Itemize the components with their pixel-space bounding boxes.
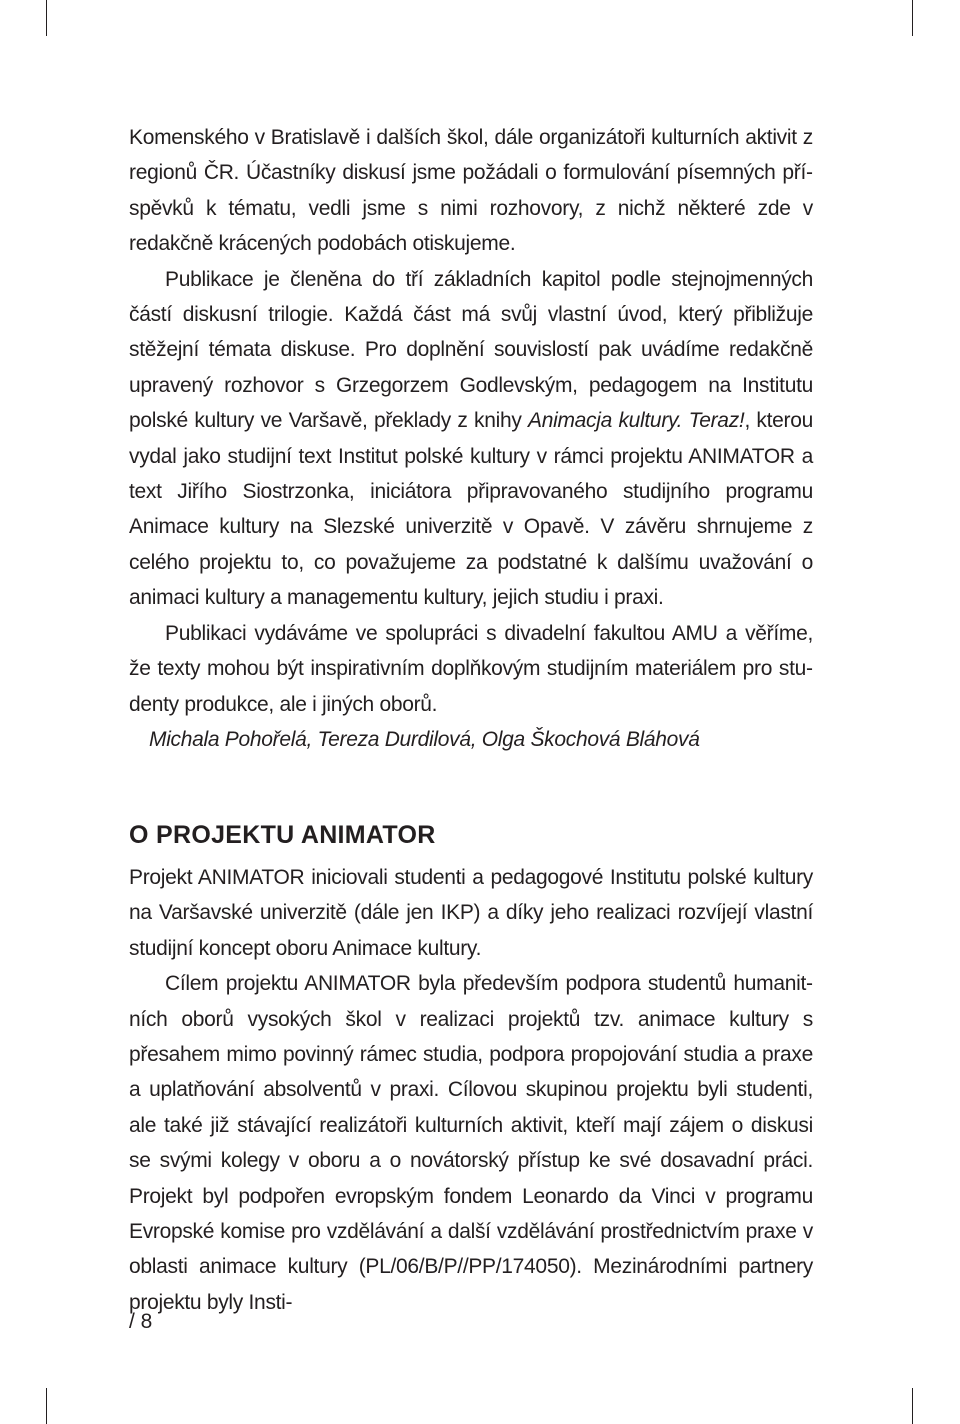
body-text-section-1: [129, 120, 813, 757]
paragraph: Komenského v Bratislavě i dalších škol, dále organizátoři kulturních aktivit z regionů ČR. Účastníky diskusí jsme požádali o formulování písemných příspěvků k tématu, vedli jsme s nimi rozhovory, z nichž některé zde v redakčně krácených podobách otiskujeme.: [129, 126, 813, 256]
paragraph: Projekt ANIMATOR iniciovali studenti a pedagogové Institutu polské kultury na Varšavské univerzitě (dále jen IKP) a díky jeho realizaci rozvíjejí vlastní studijní koncept oboru Animace kultury.: [129, 866, 813, 960]
signature: Michala Pohořelá, Tereza Durdilová, Olga Škochová Bláhová: [149, 727, 700, 751]
crop-mark-top-right: [912, 0, 913, 36]
book-title: Animacja kultury. Teraz!: [528, 409, 745, 433]
paragraph: [129, 262, 813, 616]
crop-mark-bottom-left: [46, 1388, 47, 1424]
paragraph-text: Publikace je členěna do tří základních kapitol podle stejnojmenných částí diskusní trilogie. Každá část má svůj vlastní úvod, který přibližuje stěžejní témata diskuse. Pro doplnění souvislostí pak uvádíme redakčně upravený rozhovor s Grzegorzem Godlevským, pedagogem na Institutu polské kultury ve Varšavě, překlady z knihy: [129, 267, 813, 433]
section-heading: O PROJEKTU ANIMATOR: [129, 821, 436, 849]
page-number: / 8: [129, 1310, 153, 1333]
crop-mark-top-left: [46, 0, 47, 36]
paragraph: Cílem projektu ANIMATOR byla především podpora studentů humanitních oborů vysokých škol v realizaci projektů tzv. animace kultury s přesahem mimo povinný rámec studia, podpora propojování studia a praxe a uplatňování absolventů v praxi. Cílovou skupinou projektu byli studenti, ale také již stávající realizátoři kulturních aktivit, kteří mají zájem o diskusi se svými kolegy v oboru a o novátorský přístup ke své dosavadní práci. Projekt byl podpořen evropským fondem Leonardo da Vinci v programu Evropské komise pro vzdělávání a další vzdělávání prostřednictvím praxe v oblasti animace kultury (PL/06/B/P//PP/174050). Mezinárodními partnery projektu byly Insti-: [129, 972, 813, 1314]
paragraph-text: , kterou vydal jako studijní text Institut polské kultury v rámci projektu ANIMATOR a text Jiřího Siostrzonka, iniciátora připravovaného studijního programu Animace kultury na Slezské univerzitě v Opavě. V závěru shrnujeme z celého projektu to, co považujeme za podstatné k dalšímu uvažování o animaci kultury a managementu kultury, jejich studiu i praxi.: [129, 409, 813, 610]
paragraph: Publikaci vydáváme ve spolupráci s divadelní fakultou AMU a věříme, že texty mohou být inspirativním doplňkovým studijním materiálem pro studenty produkce, ale i jiných oborů.: [129, 621, 813, 716]
crop-mark-bottom-right: [912, 1388, 913, 1424]
body-text-section-2: [129, 860, 813, 1320]
